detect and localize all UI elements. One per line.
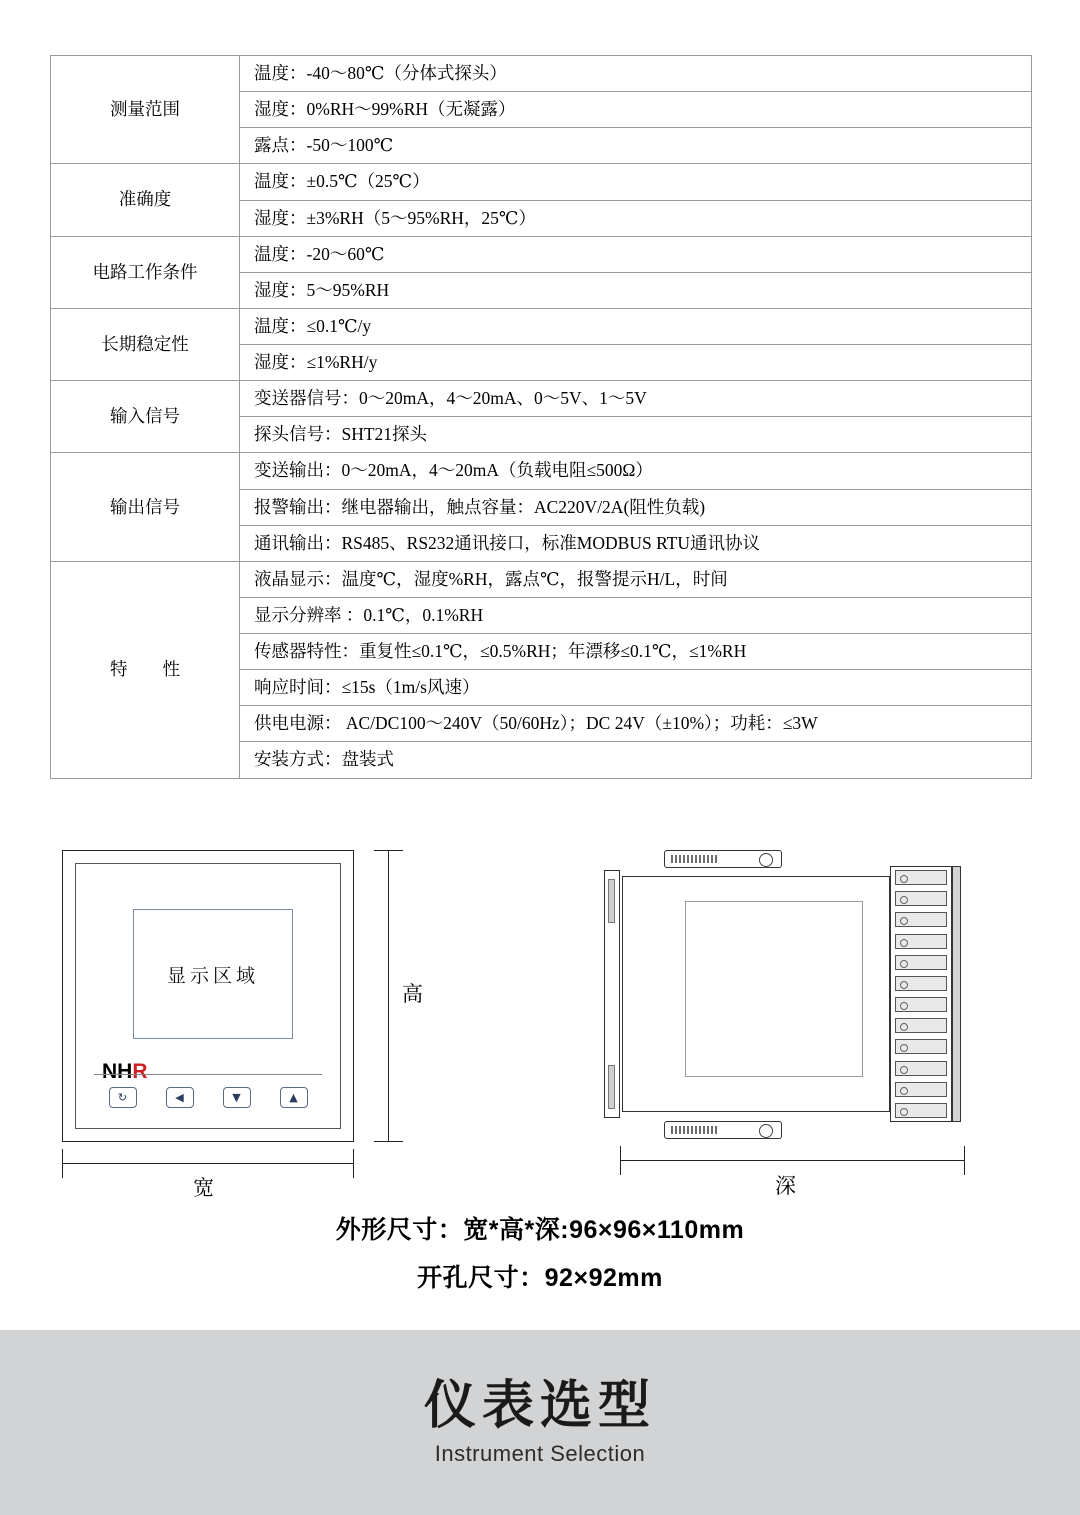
row-value: 露点：-50～100℃ xyxy=(240,128,1032,164)
terminal-row xyxy=(895,891,947,906)
row-value: 温度：±0.5℃（25℃） xyxy=(240,164,1032,200)
terminal-row xyxy=(895,997,947,1012)
row-label-output-signal: 输出信号 xyxy=(51,453,240,561)
height-dimension-label: 高 xyxy=(402,983,423,1006)
banner-title-cn: 仪表选型 xyxy=(423,1376,656,1435)
terminal-row xyxy=(895,870,947,885)
brand-text-left: NH xyxy=(102,1060,133,1083)
table-row xyxy=(51,164,1032,200)
terminal-row xyxy=(895,955,947,970)
row-value: 变送输出：0～20mA，4～20mA（负载电阻≤500Ω） xyxy=(240,453,1032,489)
set-key-icon[interactable]: ↻ xyxy=(109,1087,137,1108)
table-row xyxy=(51,453,1032,489)
row-value: 探头信号：SHT21探头 xyxy=(240,417,1032,453)
terminal-row xyxy=(895,912,947,927)
row-label-characteristics: 特 性 xyxy=(51,561,240,778)
row-value: 显示分辨率 ：0.1℃，0.1%RH xyxy=(240,597,1032,633)
table-row xyxy=(51,56,1032,92)
section-banner xyxy=(0,1330,1080,1515)
table-row xyxy=(51,236,1032,272)
side-view xyxy=(598,842,970,1147)
row-label-long-term-stability: 长期稳定性 xyxy=(51,308,240,380)
depth-dimension-label: 深 xyxy=(775,1175,796,1198)
row-label-input-signal: 输入信号 xyxy=(51,381,240,453)
terminal-row xyxy=(895,1061,947,1076)
terminal-row xyxy=(895,934,947,949)
terminal-row xyxy=(895,1082,947,1097)
row-value: 温度：-20～60℃ xyxy=(240,236,1032,272)
side-bezel xyxy=(604,870,620,1118)
row-value: 温度：-40～80℃（分体式探头） xyxy=(240,56,1032,92)
row-label-measuring-range: 测量范围 xyxy=(51,56,240,164)
row-value: 响应时间：≤15s（1m/s风速） xyxy=(240,670,1032,706)
display-area xyxy=(133,909,293,1039)
row-value: 湿度：0%RH～99%RH（无凝露） xyxy=(240,92,1032,128)
side-body xyxy=(622,876,890,1112)
terminal-row xyxy=(895,1103,947,1118)
bezel-segment-bottom xyxy=(608,1065,615,1109)
table-row xyxy=(51,561,1032,597)
row-value: 通讯输出：RS485、RS232通讯接口，标准MODBUS RTU通讯协议 xyxy=(240,525,1032,561)
down-key-icon[interactable]: ▼ xyxy=(223,1087,251,1108)
table-row xyxy=(51,381,1032,417)
mounting-clamp-bottom xyxy=(664,1121,782,1139)
row-value: 温度：≤0.1℃/y xyxy=(240,308,1032,344)
row-value: 安装方式：盘装式 xyxy=(240,742,1032,778)
row-value: 液晶显示：温度℃，湿度%RH，露点℃，报警提示H/L，时间 xyxy=(240,561,1032,597)
row-label-operating-conditions: 电路工作条件 xyxy=(51,236,240,308)
row-value: 湿度：±3%RH（5～95%RH，25℃） xyxy=(240,200,1032,236)
row-value: 传感器特性：重复性≤0.1℃，≤0.5%RH；年漂移≤0.1℃，≤1%RH xyxy=(240,634,1032,670)
terminal-row xyxy=(895,1018,947,1033)
specification-table-container xyxy=(50,55,1032,779)
terminal-row xyxy=(895,1039,947,1054)
cutout-dimension-text: 开孔尺寸：92×92mm xyxy=(417,1264,663,1292)
front-panel xyxy=(75,863,341,1129)
display-area-label: 显示区域 xyxy=(166,965,259,987)
depth-dimension-line xyxy=(620,1160,965,1161)
row-value: 湿度：≤1%RH/y xyxy=(240,345,1032,381)
terminal-cover xyxy=(952,866,961,1122)
row-label-accuracy: 准确度 xyxy=(51,164,240,236)
height-dimension-line xyxy=(388,850,389,1142)
row-value: 报警输出：继电器输出，触点容量：AC220V/2A(阻性负载) xyxy=(240,489,1032,525)
row-value: 变送器信号：0～20mA，4～20mA、0～5V、1～5V xyxy=(240,381,1032,417)
specification-table xyxy=(50,55,1032,779)
row-value: 湿度：5～95%RH xyxy=(240,272,1032,308)
terminal-block xyxy=(890,866,952,1122)
up-key-icon[interactable]: ▲ xyxy=(280,1087,308,1108)
dimension-drawing xyxy=(0,820,1080,1300)
side-body-inner xyxy=(685,901,863,1077)
front-view-housing xyxy=(62,850,354,1142)
mounting-clamp-top xyxy=(664,850,782,868)
row-value: 供电电源： AC/DC100～240V（50/60Hz）；DC 24V（±10%）；功耗：≤3W xyxy=(240,706,1032,742)
outline-dimension-text: 外形尺寸：宽*高*深:96×96×110mm xyxy=(335,1216,745,1244)
bezel-segment-top xyxy=(608,879,615,923)
brand-text-right: R xyxy=(132,1060,148,1083)
left-key-icon[interactable]: ◀ xyxy=(166,1087,194,1108)
keypad-row xyxy=(94,1074,322,1114)
terminal-row xyxy=(895,976,947,991)
width-dimension-line xyxy=(62,1163,354,1164)
table-row xyxy=(51,308,1032,344)
banner-title-en: Instrument Selection xyxy=(434,1441,646,1467)
width-dimension-label: 宽 xyxy=(193,1177,214,1200)
